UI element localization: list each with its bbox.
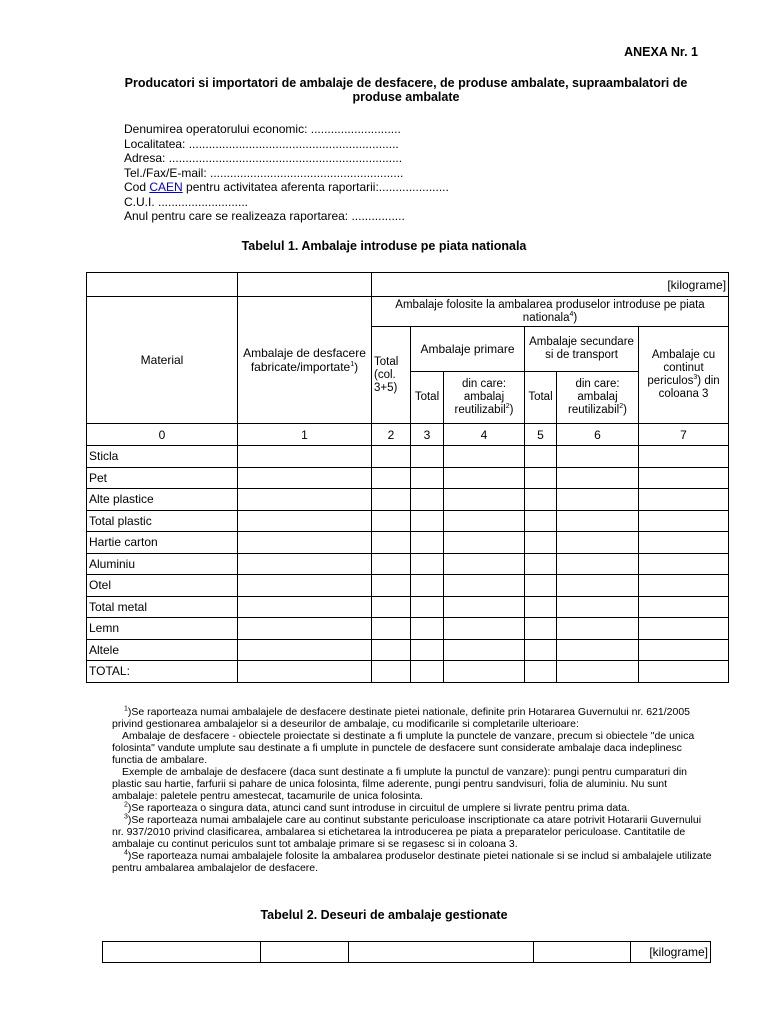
table-cell bbox=[411, 661, 444, 683]
row-material-label: Otel bbox=[87, 575, 238, 597]
table-cell bbox=[557, 661, 639, 683]
table-cell bbox=[639, 553, 729, 575]
column-number: 6 bbox=[557, 424, 639, 446]
table-cell bbox=[639, 489, 729, 511]
table-row bbox=[87, 661, 729, 683]
table-cell bbox=[411, 446, 444, 468]
table-cell bbox=[525, 467, 557, 489]
table-cell bbox=[525, 639, 557, 661]
column-number: 5 bbox=[525, 424, 557, 446]
table-row bbox=[87, 639, 729, 661]
column-number: 4 bbox=[444, 424, 525, 446]
table-cell bbox=[238, 510, 372, 532]
table-row bbox=[87, 489, 729, 511]
row-material-label: TOTAL: bbox=[87, 661, 238, 683]
table-cell bbox=[525, 596, 557, 618]
table-cell bbox=[238, 532, 372, 554]
table-cell bbox=[372, 489, 411, 511]
table-cell bbox=[372, 510, 411, 532]
table-row bbox=[87, 532, 729, 554]
caen-link[interactable]: CAEN bbox=[149, 180, 183, 194]
table-cell bbox=[525, 553, 557, 575]
field-year: Anul pentru care se realizeaza raportarea: ................ bbox=[124, 209, 405, 223]
table-cell bbox=[639, 596, 729, 618]
table-cell bbox=[557, 532, 639, 554]
column-number: 3 bbox=[411, 424, 444, 446]
field-operator: Denumirea operatorului economic: ........................... bbox=[124, 122, 401, 136]
table-cell bbox=[411, 553, 444, 575]
table-cell bbox=[372, 596, 411, 618]
table-cell bbox=[525, 661, 557, 683]
table-cell bbox=[444, 489, 525, 511]
table-cell bbox=[639, 661, 729, 683]
header-secondary-reusable: din care: ambalaj reutilizabil$^2$) bbox=[557, 372, 639, 424]
table-cell bbox=[238, 618, 372, 640]
table2-cell bbox=[349, 942, 534, 963]
table-cell bbox=[639, 532, 729, 554]
footnote-4: $^4$)Se raporteaza numai ambalajele folosite la ambalarea produselor destinate pietei nationale si se includ si ambalajele utilizate pentru ambalarea ambalajelor de desfacere. bbox=[112, 849, 712, 874]
column-number: 0 bbox=[87, 424, 238, 446]
table-cell bbox=[372, 639, 411, 661]
table2-caption: Tabelul 2. Deseuri de ambalaje gestionate bbox=[260, 908, 508, 922]
header-dangerous: Ambalaje cu continut periculos$^3$) din coloana 3 bbox=[639, 327, 729, 424]
field-cui: C.U.I. ........................... bbox=[124, 194, 249, 209]
operator-fields bbox=[124, 122, 449, 224]
column-number: 1 bbox=[238, 424, 372, 446]
table-cell bbox=[444, 596, 525, 618]
header-total: Total (col. 3+5) bbox=[372, 327, 411, 424]
header-col1: Ambalaje de desfacere fabricate/importate$^1$) bbox=[238, 297, 372, 424]
header-secondary-total: Total bbox=[525, 372, 557, 424]
field-address: Adresa: ...................................................................... bbox=[124, 151, 403, 165]
header-blank-cell bbox=[238, 273, 372, 297]
caen-suffix: pentru activitatea aferenta raportarii:..................... bbox=[182, 180, 449, 194]
table-cell bbox=[372, 467, 411, 489]
table-cell bbox=[238, 489, 372, 511]
table-cell bbox=[238, 467, 372, 489]
table-cell bbox=[557, 575, 639, 597]
header-material: Material bbox=[87, 297, 238, 424]
row-material-label: Hartie carton bbox=[87, 532, 238, 554]
footnotes bbox=[112, 706, 712, 874]
table-cell bbox=[639, 618, 729, 640]
table-cell bbox=[525, 575, 557, 597]
table-cell bbox=[525, 489, 557, 511]
header-primary: Ambalaje primare bbox=[411, 327, 525, 372]
footnote-3: $^3$)Se raporteaza numai ambalajele care au continut substante periculoase inscriptionate ca atare potrivit Hotararii Guvernului nr. 937/2010 privind clasificarea, ambalarea si etichetarea la introducerea pe piata a preparatelor periculoase. Cantitatile de ambalaje cu continut periculos sunt tot ambalaje primare si se regasesc si in coloana 3. bbox=[112, 813, 702, 850]
table-cell bbox=[411, 510, 444, 532]
table-row bbox=[87, 596, 729, 618]
table-cell bbox=[444, 553, 525, 575]
table-cell bbox=[557, 446, 639, 468]
footnote-1-definition: Ambalaje de desfacere - obiectele proiectate si destinate a fi umplute la punctele de vanzare, precum si obiectele "de unica folosinta" vandute umplute sau destinate a fi umplute in punctele de desfacere sunt considerate ambalaje daca indeplinesc functia de ambalare. bbox=[112, 730, 695, 766]
table-cell bbox=[411, 532, 444, 554]
table-cell bbox=[238, 661, 372, 683]
column-number: 7 bbox=[639, 424, 729, 446]
table2-cell bbox=[261, 942, 349, 963]
table-cell bbox=[639, 467, 729, 489]
table-cell bbox=[444, 467, 525, 489]
row-material-label: Total metal bbox=[87, 596, 238, 618]
table-cell bbox=[639, 639, 729, 661]
caen-prefix: Cod bbox=[124, 180, 150, 194]
table-cell bbox=[557, 510, 639, 532]
table-cell bbox=[444, 661, 525, 683]
table-cell bbox=[238, 596, 372, 618]
header-primary-reusable: din care: ambalaj reutilizabil$^2$) bbox=[444, 372, 525, 424]
footnote-1-examples: Exemple de ambalaje de desfacere (daca sunt destinate a fi umplute la punctul de vanzare): pungi pentru cumparaturi din plastic sau hartie, farfurii si pahare de unica folosinta, filme aderente, pungi pentru sandvisuri, folia de aluminiu. Nu sunt ambalaje: paletele pentru amestecat, tacamurile de unica folosinta. bbox=[112, 766, 688, 802]
table-cell bbox=[411, 575, 444, 597]
table-cell bbox=[444, 618, 525, 640]
table-cell bbox=[557, 467, 639, 489]
table-cell bbox=[411, 467, 444, 489]
table-cell bbox=[411, 639, 444, 661]
table2-cell bbox=[534, 942, 631, 963]
table2-cell bbox=[103, 942, 261, 963]
row-material-label: Aluminiu bbox=[87, 553, 238, 575]
document-title: Producatori si importatori de ambalaje de desfacere, de produse ambalate, supraambalatori de produse ambalate bbox=[124, 76, 688, 104]
table-cell bbox=[444, 639, 525, 661]
table-row bbox=[87, 467, 729, 489]
table-cell bbox=[238, 575, 372, 597]
table1-caption: Tabelul 1. Ambalaje introduse pe piata nationala bbox=[241, 239, 527, 253]
row-material-label: Lemn bbox=[87, 618, 238, 640]
table-row bbox=[87, 618, 729, 640]
table-cell bbox=[557, 639, 639, 661]
table-row bbox=[87, 446, 729, 468]
table-cell bbox=[525, 532, 557, 554]
footnote-2: $^2$)Se raporteaza o singura data, atunci cand sunt introduse in circuitul de umplere si livrate pentru prima data. bbox=[124, 801, 630, 814]
table-cell bbox=[525, 510, 557, 532]
header-blank-cell bbox=[87, 273, 238, 297]
table-cell bbox=[444, 510, 525, 532]
packaging-table bbox=[86, 272, 729, 683]
table-cell bbox=[411, 489, 444, 511]
header-primary-total: Total bbox=[411, 372, 444, 424]
table-cell bbox=[557, 553, 639, 575]
table-body bbox=[87, 446, 729, 683]
table-cell bbox=[557, 596, 639, 618]
table-cell bbox=[444, 446, 525, 468]
table-cell bbox=[639, 575, 729, 597]
header-secondary: Ambalaje secundare si de transport bbox=[525, 327, 639, 372]
table2-unit-label: [kilograme] bbox=[631, 942, 711, 963]
table-cell bbox=[238, 553, 372, 575]
row-material-label: Pet bbox=[87, 467, 238, 489]
table-cell bbox=[411, 596, 444, 618]
table-cell bbox=[372, 618, 411, 640]
header-group: Ambalaje folosite la ambalarea produselor introduse pe piata nationala$^4$) bbox=[372, 297, 729, 327]
table-cell bbox=[238, 639, 372, 661]
table-cell bbox=[525, 446, 557, 468]
field-caen bbox=[124, 180, 449, 195]
footnote-1: $^1$)Se raporteaza numai ambalajele de desfacere destinate pietei nationale, definite prin Hotararea Guvernului nr. 621/2005 privind gestionarea ambalajelor si a deseurilor de ambalaje, cu modificarile si completarile ulterioare: bbox=[112, 705, 691, 730]
table-cell bbox=[639, 446, 729, 468]
table-row bbox=[87, 510, 729, 532]
table-cell bbox=[372, 532, 411, 554]
table-row bbox=[87, 575, 729, 597]
table-cell bbox=[372, 553, 411, 575]
table-cell bbox=[639, 510, 729, 532]
waste-table bbox=[102, 941, 711, 963]
table-cell bbox=[372, 575, 411, 597]
table-cell bbox=[372, 446, 411, 468]
field-contact: Tel./Fax/E-mail: .......................................................... bbox=[124, 165, 404, 180]
table-cell bbox=[444, 575, 525, 597]
table-cell bbox=[557, 489, 639, 511]
table-cell bbox=[372, 661, 411, 683]
table-cell bbox=[238, 446, 372, 468]
column-number: 2 bbox=[372, 424, 411, 446]
table-cell bbox=[525, 618, 557, 640]
table-cell bbox=[444, 532, 525, 554]
annex-label: ANEXA Nr. 1 bbox=[624, 45, 698, 59]
row-material-label: Altele bbox=[87, 639, 238, 661]
row-material-label: Sticla bbox=[87, 446, 238, 468]
table-cell bbox=[557, 618, 639, 640]
row-material-label: Alte plastice bbox=[87, 489, 238, 511]
unit-label: [kilograme] bbox=[372, 273, 729, 297]
field-locality: Localitatea: ............................................................... bbox=[124, 136, 399, 151]
table-row bbox=[87, 553, 729, 575]
table-cell bbox=[411, 618, 444, 640]
row-material-label: Total plastic bbox=[87, 510, 238, 532]
